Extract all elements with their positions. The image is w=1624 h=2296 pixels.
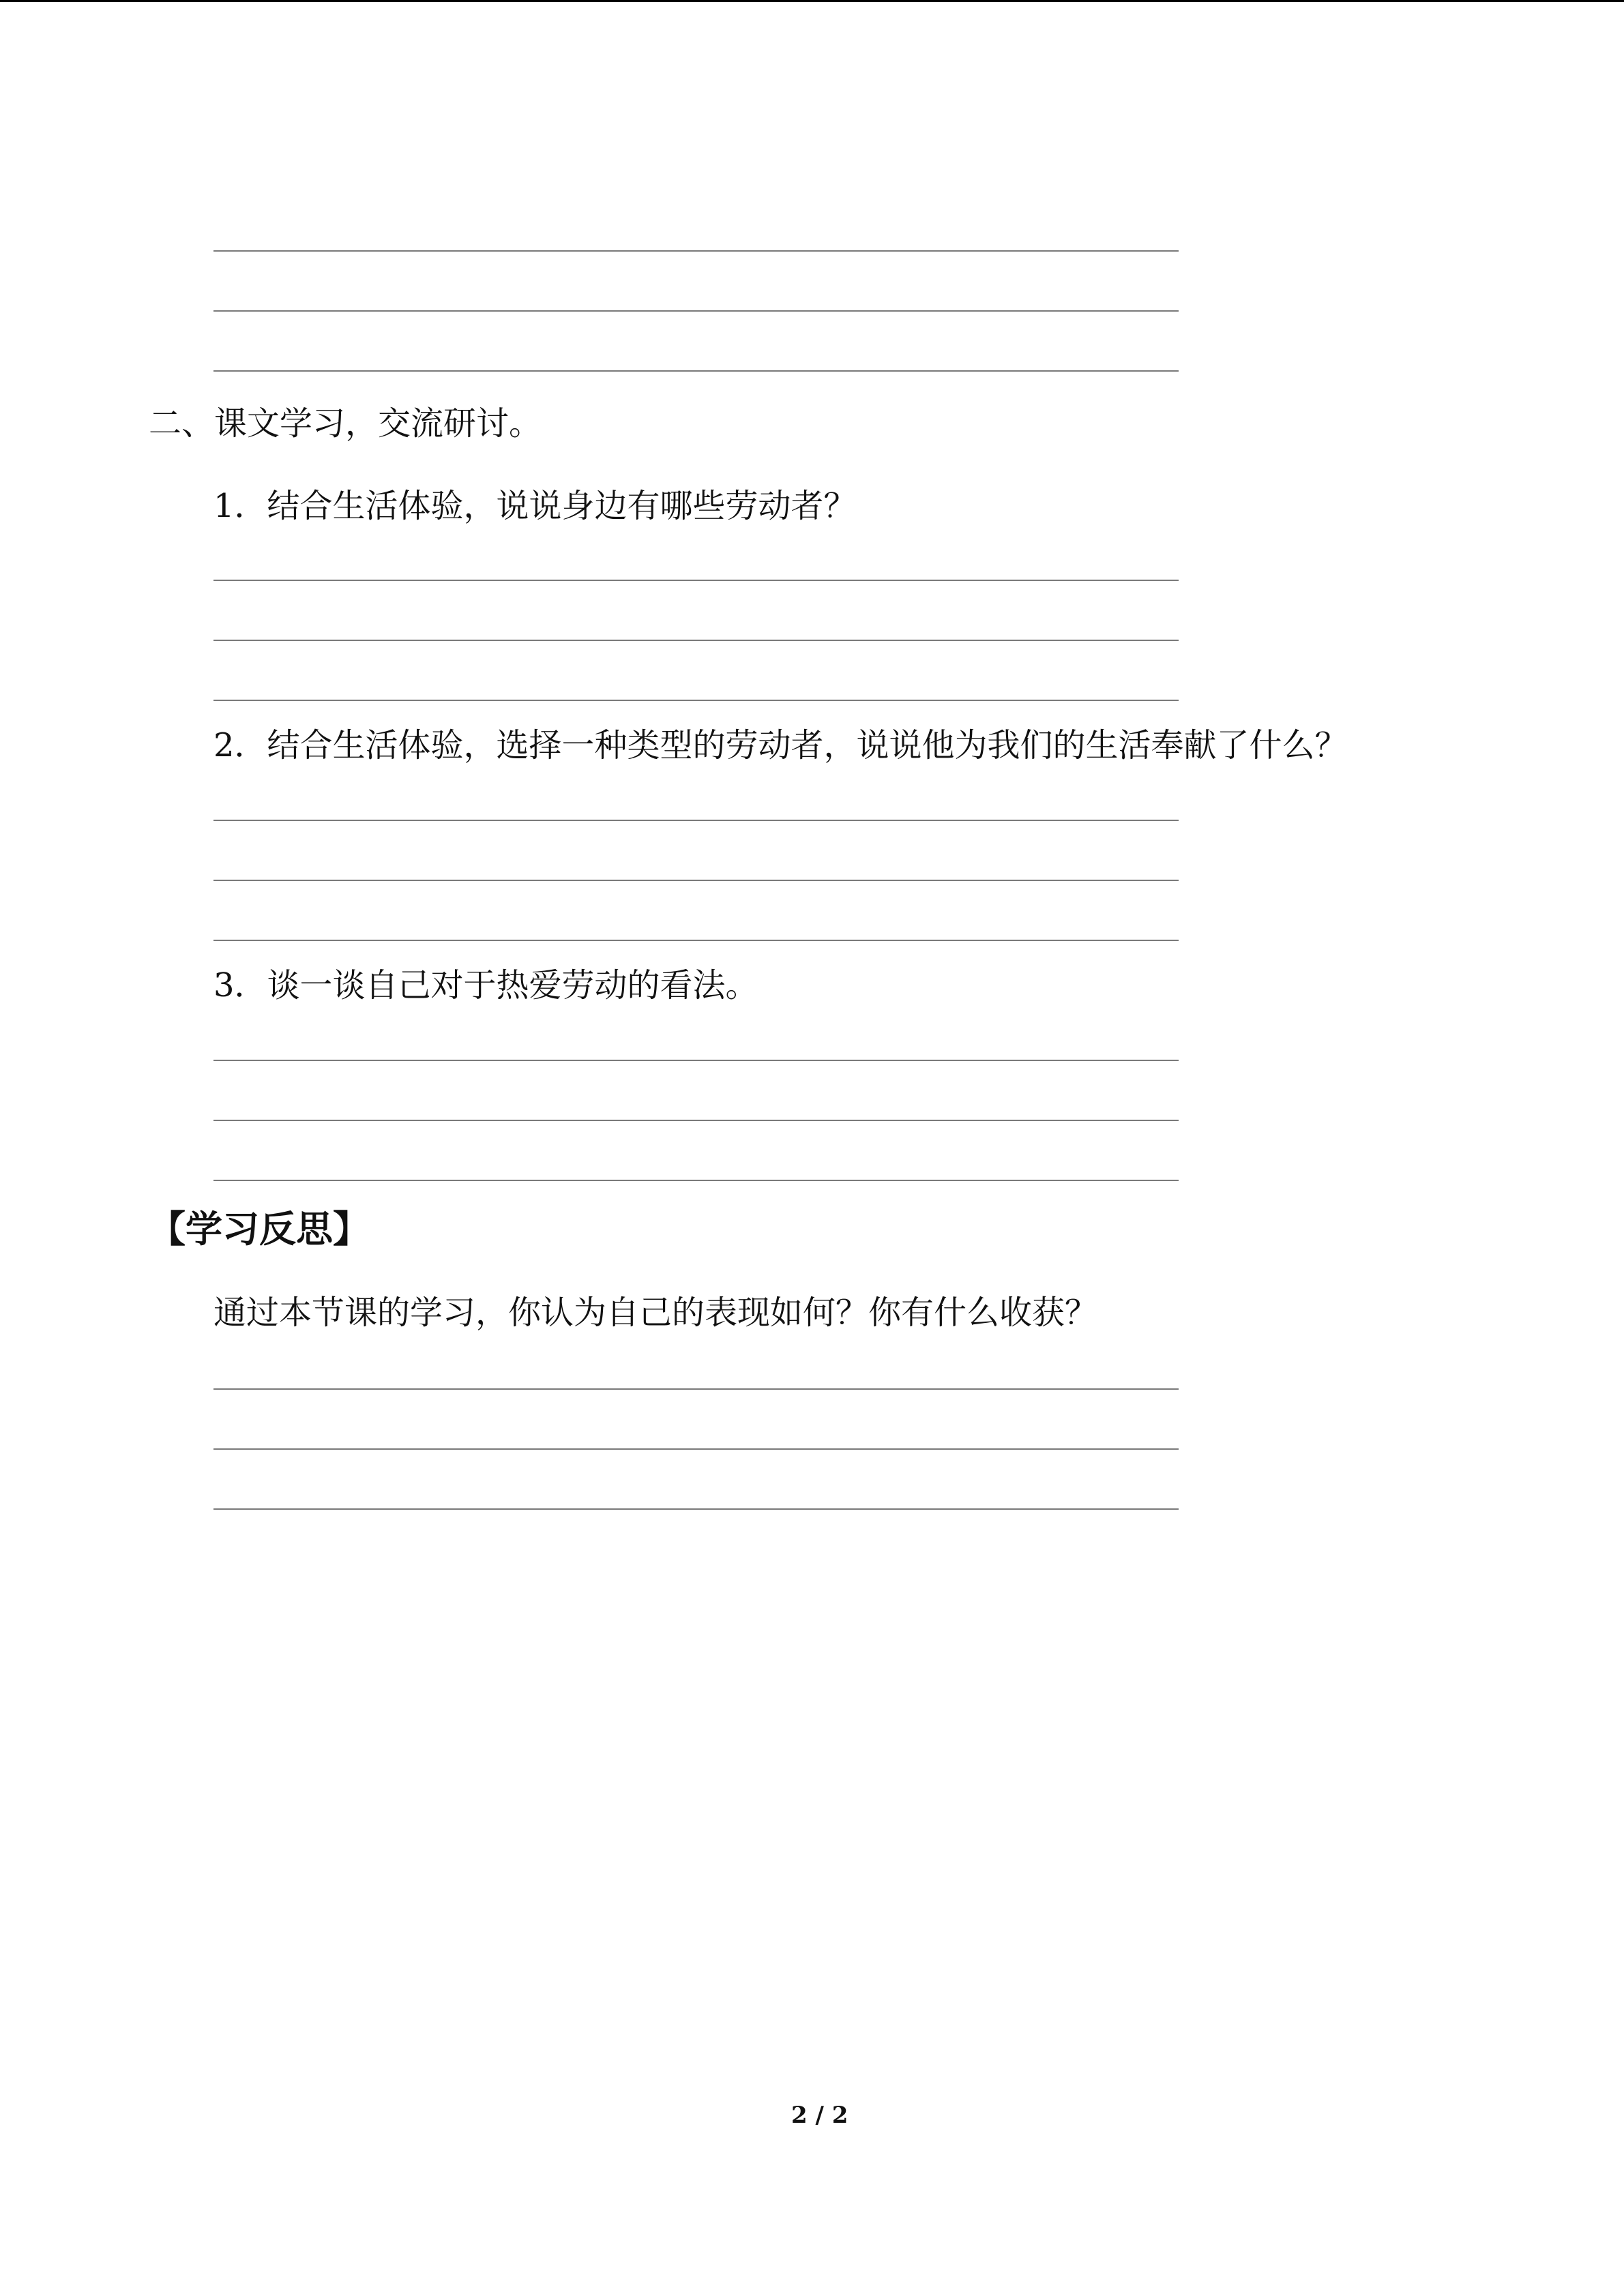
question-2: 2．结合生活体验，选择一种类型的劳动者，说说他为我们的生活奉献了什么？ bbox=[213, 726, 1348, 764]
answer-line bbox=[213, 940, 1179, 941]
section-heading: 二、课文学习，交流研讨。 bbox=[149, 404, 542, 443]
question-3: 3．谈一谈自己对于热爱劳动的看法。 bbox=[213, 966, 758, 1004]
answer-line bbox=[213, 580, 1179, 581]
answer-line bbox=[213, 640, 1179, 641]
answer-line bbox=[213, 1448, 1179, 1450]
answer-line bbox=[213, 1388, 1179, 1390]
reflection-prompt: 通过本节课的学习，你认为自己的表现如何？你有什么收获？ bbox=[213, 1294, 1098, 1332]
answer-line bbox=[213, 880, 1179, 881]
page-number: 2 / 2 bbox=[791, 2102, 848, 2129]
top-border-line bbox=[0, 0, 1624, 2]
answer-line bbox=[213, 370, 1179, 372]
answer-line bbox=[213, 1060, 1179, 1061]
answer-line bbox=[213, 1508, 1179, 1510]
answer-line bbox=[213, 310, 1179, 312]
reflection-title: 【学习反思】 bbox=[149, 1208, 370, 1251]
answer-line bbox=[213, 1180, 1179, 1181]
answer-line bbox=[213, 250, 1179, 252]
answer-line bbox=[213, 820, 1179, 821]
answer-line bbox=[213, 1120, 1179, 1121]
question-1: 1．结合生活体验，说说身边有哪些劳动者？ bbox=[213, 487, 857, 525]
answer-line bbox=[213, 700, 1179, 701]
